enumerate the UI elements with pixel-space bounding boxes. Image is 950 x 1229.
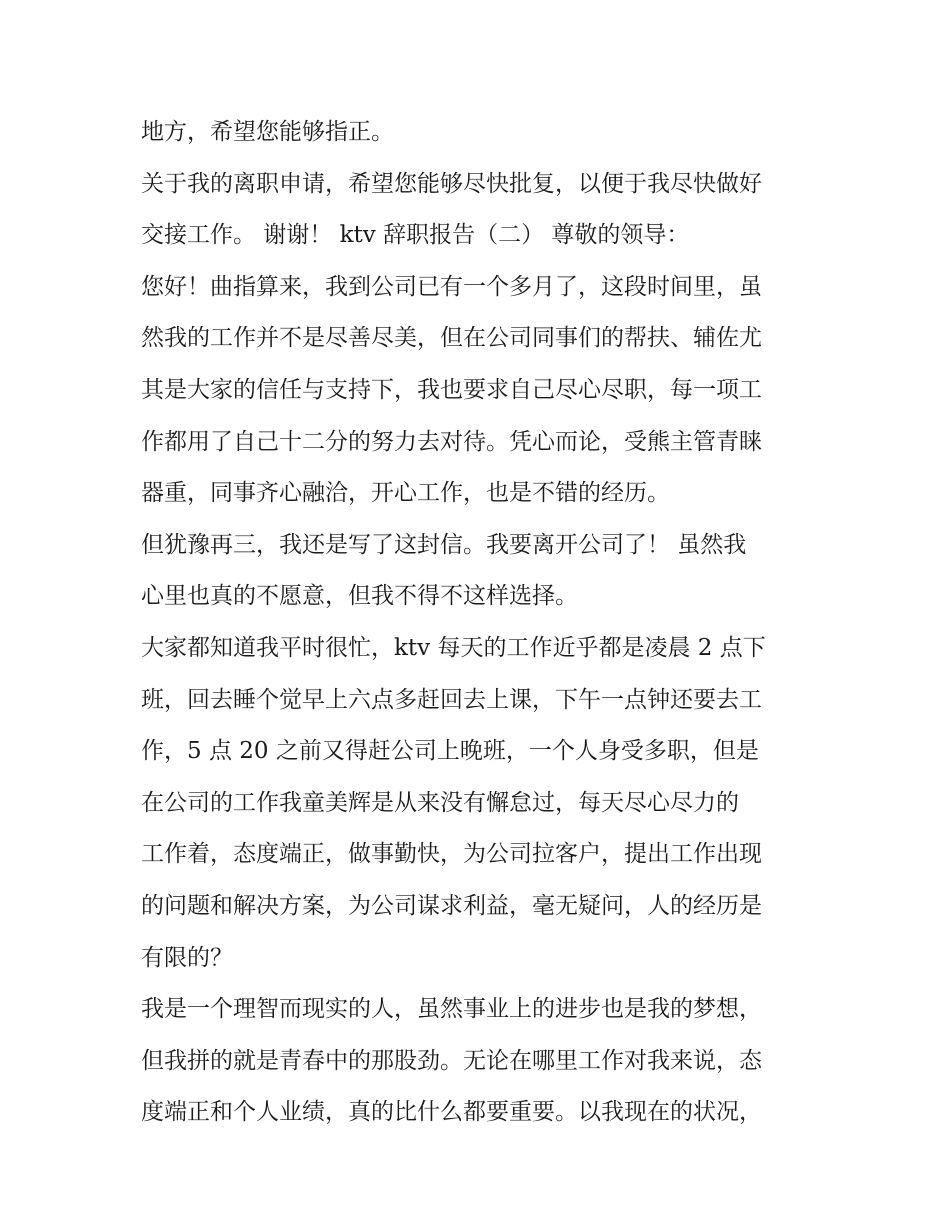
text-line-12: 班，回去睡个觉早上六点多赶回去上课，下午一点钟还要去工 — [141, 686, 762, 713]
text-line-8: 器重，同事齐心融洽，开心工作，也是不错的经历。 — [141, 480, 670, 507]
text-line-2: 关于我的离职申请，希望您能够尽快批复，以便于我尽快做好 — [141, 170, 762, 197]
text-line-6: 其是大家的信任与支持下，我也要求自己尽心尽职，每一项工 — [141, 376, 762, 403]
text-line-10: 心里也真的不愿意，但我不得不这样选择。 — [141, 583, 578, 610]
text-line-4: 您好！曲指算来，我到公司已有一个多月了，这段时间里，虽 — [141, 273, 762, 300]
document-body — [141, 107, 821, 1139]
text-line-20: 度端正和个人业绩，真的比什么都要重要。以我现在的状况， — [141, 1099, 762, 1126]
text-line-3: 交接工作。 谢谢！ ktv 辞职报告（二） 尊敬的领导： — [141, 222, 690, 249]
text-line-18: 我是一个理智而现实的人，虽然事业上的进步也是我的梦想， — [141, 996, 762, 1023]
text-line-9: 但犹豫再三，我还是写了这封信。我要离开公司了！ 虽然我 — [141, 531, 747, 558]
text-line-15: 工作着，态度端正，做事勤快，为公司拉客户，提出工作出现 — [141, 841, 762, 868]
text-line-5: 然我的工作并不是尽善尽美，但在公司同事们的帮扶、辅佐尤 — [141, 325, 762, 352]
text-line-11: 大家都知道我平时很忙，ktv 每天的工作近乎都是凌晨 2 点下 — [141, 634, 766, 661]
text-line-17: 有限的？ — [141, 944, 233, 971]
text-line-7: 作都用了自己十二分的努力去对待。凭心而论，受熊主管青睐 — [141, 428, 762, 455]
text-line-14: 在公司的工作我童美辉是从来没有懈怠过，每天尽心尽力的 — [141, 789, 739, 816]
text-line-19: 但我拼的就是青春中的那股劲。无论在哪里工作对我来说，态 — [141, 1047, 762, 1074]
text-line-13: 作，5 点 20 之前又得赶公司上晚班，一个人身受多职，但是 — [141, 738, 759, 765]
text-line-16: 的问题和解决方案，为公司谋求利益，毫无疑问，人的经历是 — [141, 892, 762, 919]
text-line-1: 地方，希望您能够指正。 — [141, 119, 394, 145]
